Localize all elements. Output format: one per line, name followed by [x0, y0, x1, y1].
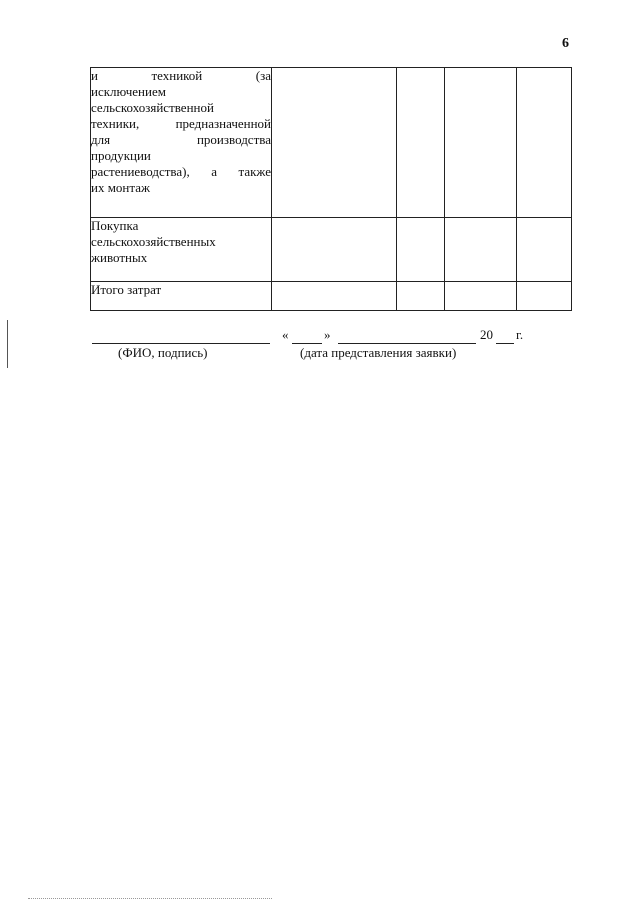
signature-line: [92, 343, 270, 344]
costs-table: [90, 67, 572, 311]
row-label-line: и техникой (за: [91, 68, 271, 83]
row-label-line: сельскохозяйственных: [91, 234, 216, 249]
row-label-line: продукции: [91, 148, 151, 163]
table-row-total: [91, 282, 572, 311]
table-cell: [517, 218, 572, 282]
row-label-line: Итого затрат: [91, 282, 162, 297]
name-caption: (ФИО, подпись): [118, 345, 208, 360]
row-label: [91, 68, 272, 218]
row-label-line: их монтаж: [91, 180, 150, 195]
table-cell: [272, 282, 397, 311]
year-prefix: 20: [480, 327, 493, 342]
table-cell: [445, 68, 517, 218]
row-label-line: исключением: [91, 84, 166, 99]
table-cell: [272, 68, 397, 218]
table-row-animals: [91, 218, 572, 282]
table-row-equipment: [91, 68, 572, 218]
year-line: [496, 343, 514, 344]
quote-close: »: [324, 327, 331, 342]
day-line: [292, 343, 322, 344]
row-label: [91, 282, 272, 311]
row-label-line: техники, предназначенной: [91, 116, 271, 131]
margin-mark: [7, 320, 8, 368]
row-label-line: Покупка: [91, 218, 139, 233]
table-cell: [397, 282, 445, 311]
row-label-line: для производства: [91, 132, 271, 147]
row-label-line: сельскохозяйственной: [91, 100, 214, 115]
row-label: [91, 218, 272, 282]
row-label-line: растениеводства), а также: [91, 164, 271, 179]
table-cell: [517, 68, 572, 218]
scan-artifact: [28, 896, 272, 899]
row-label-line: животных: [91, 250, 148, 265]
quote-open: «: [282, 327, 289, 342]
table-cell: [397, 68, 445, 218]
table-cell: [445, 218, 517, 282]
table-cell: [445, 282, 517, 311]
date-caption: (дата представления заявки): [300, 345, 457, 360]
table-cell: [517, 282, 572, 311]
table-cell: [272, 218, 397, 282]
page-number: 6: [562, 36, 569, 51]
month-line: [338, 343, 476, 344]
year-suffix: г.: [516, 327, 524, 342]
table-cell: [397, 218, 445, 282]
